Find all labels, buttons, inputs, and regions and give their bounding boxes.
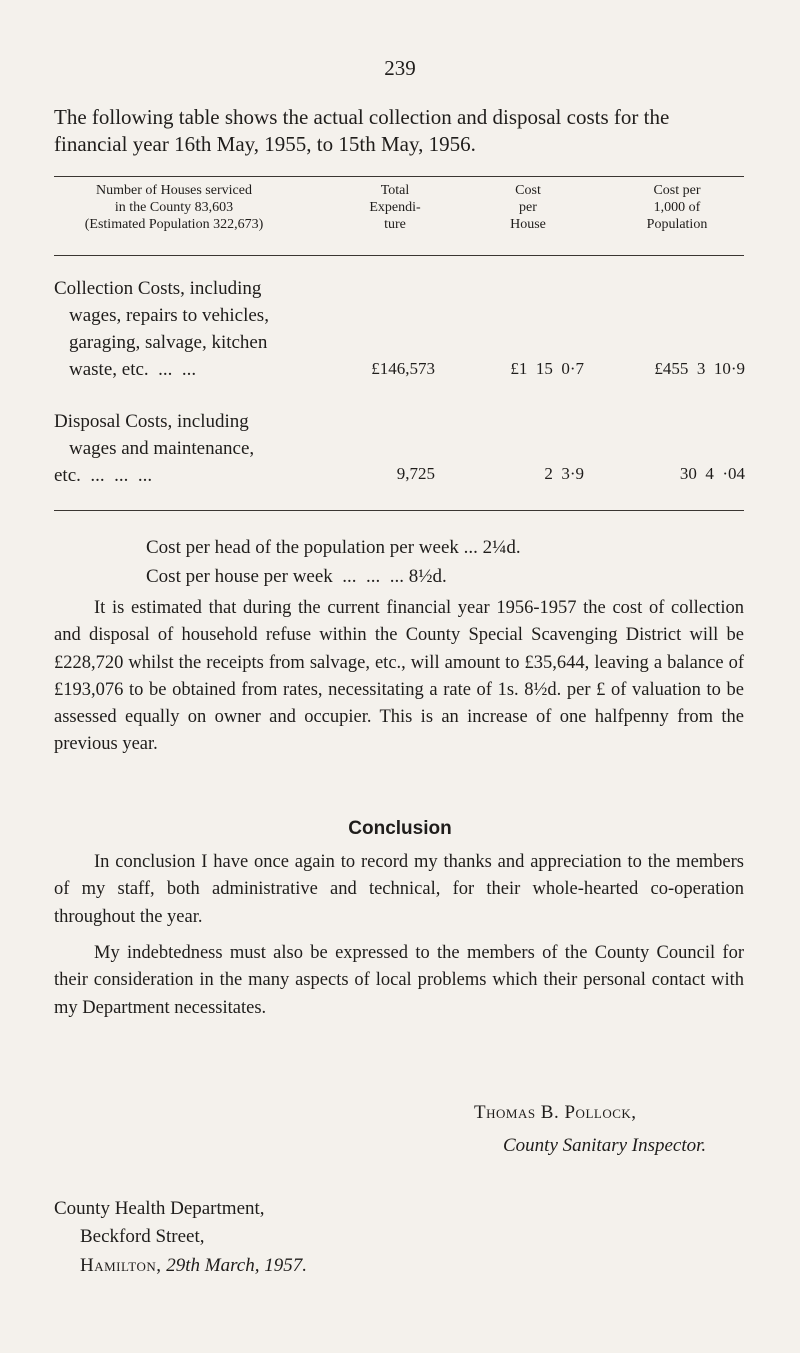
section-heading: Conclusion — [348, 818, 452, 839]
signature-name: Thomas B. Pollock, — [474, 1102, 637, 1123]
row-label-line: garaging, salvage, kitchen — [69, 332, 268, 353]
cell-total: £146,573 — [371, 359, 435, 378]
address-line: Beckford Street, — [80, 1226, 205, 1247]
row-label — [54, 408, 280, 489]
summary-line: Cost per head of the population per week ... 2¼d. — [146, 537, 521, 558]
row-label-line: waste, etc. ... ... — [69, 359, 197, 380]
address-line: County Health Department, — [54, 1198, 265, 1219]
signature-title: County Sanitary Inspector. — [503, 1135, 707, 1156]
cell-per-thousand: 30 4 ·04 — [679, 464, 745, 483]
row-label-line: etc. ... ... ... — [54, 465, 153, 486]
cell-per-house: £1 15 0·7 — [510, 359, 584, 378]
table-top-rule — [54, 176, 744, 177]
row-label — [54, 275, 280, 383]
summary-line: Cost per house per week ... ... ... 8½d. — [146, 566, 447, 587]
table-header-rule — [54, 255, 744, 256]
conclusion-paragraph: In conclusion I have once again to record my thanks and appreciation to the members of my staff, both administrative and technical, for their whole-hearted co-operation throughout the year. — [54, 852, 744, 927]
row-label-line: Disposal Costs, including — [54, 411, 249, 432]
column-header-houses: Number of Houses serviced in the County 83,603 (Estimated Population 322,673) — [84, 183, 264, 232]
row-label-line: wages, repairs to vehicles, — [69, 305, 269, 326]
estimate-paragraph: It is estimated that during the current financial year 1956-1957 the cost of collection and disposal of household refuse within the County Special Scavenging District will be £228,720 whilst the receipts from salvage, etc., will amount to £35,644, leaving a balance of £193,076 to be obtained from rates, necessitating a rate of 1s. 8½d. per £ of valuation to be assessed equally on owner and occupier. This is an increase of one halfpenny from the previous year. — [54, 598, 744, 755]
column-header-per-thousand: Cost per 1,000 of Population — [646, 183, 708, 232]
address-place: Hamilton, — [80, 1255, 162, 1276]
cell-per-house: 2 3·9 — [544, 464, 584, 483]
page-number: 239 — [384, 56, 416, 80]
address-line — [80, 1255, 307, 1277]
column-header-per-house: Cost per House — [510, 183, 546, 232]
table-bottom-rule — [54, 510, 744, 511]
cell-per-thousand: £455 3 10·9 — [654, 359, 745, 378]
row-label-line: wages and maintenance, — [69, 438, 255, 459]
column-header-total: Total Expendi- ture — [369, 183, 421, 232]
intro-paragraph: The following table shows the actual collection and disposal costs for the financial year 16th May, 1955, to 15th May, 1956. — [54, 105, 670, 156]
address-date: 29th March, 1957. — [166, 1255, 307, 1276]
row-label-line: Collection Costs, including — [54, 278, 262, 299]
indebtedness-paragraph: My indebtedness must also be expressed to the members of the County Council for their consideration in the many aspects of local problems which their personal contact with my Department necessitates. — [54, 943, 744, 1018]
cell-total: 9,725 — [396, 464, 435, 483]
